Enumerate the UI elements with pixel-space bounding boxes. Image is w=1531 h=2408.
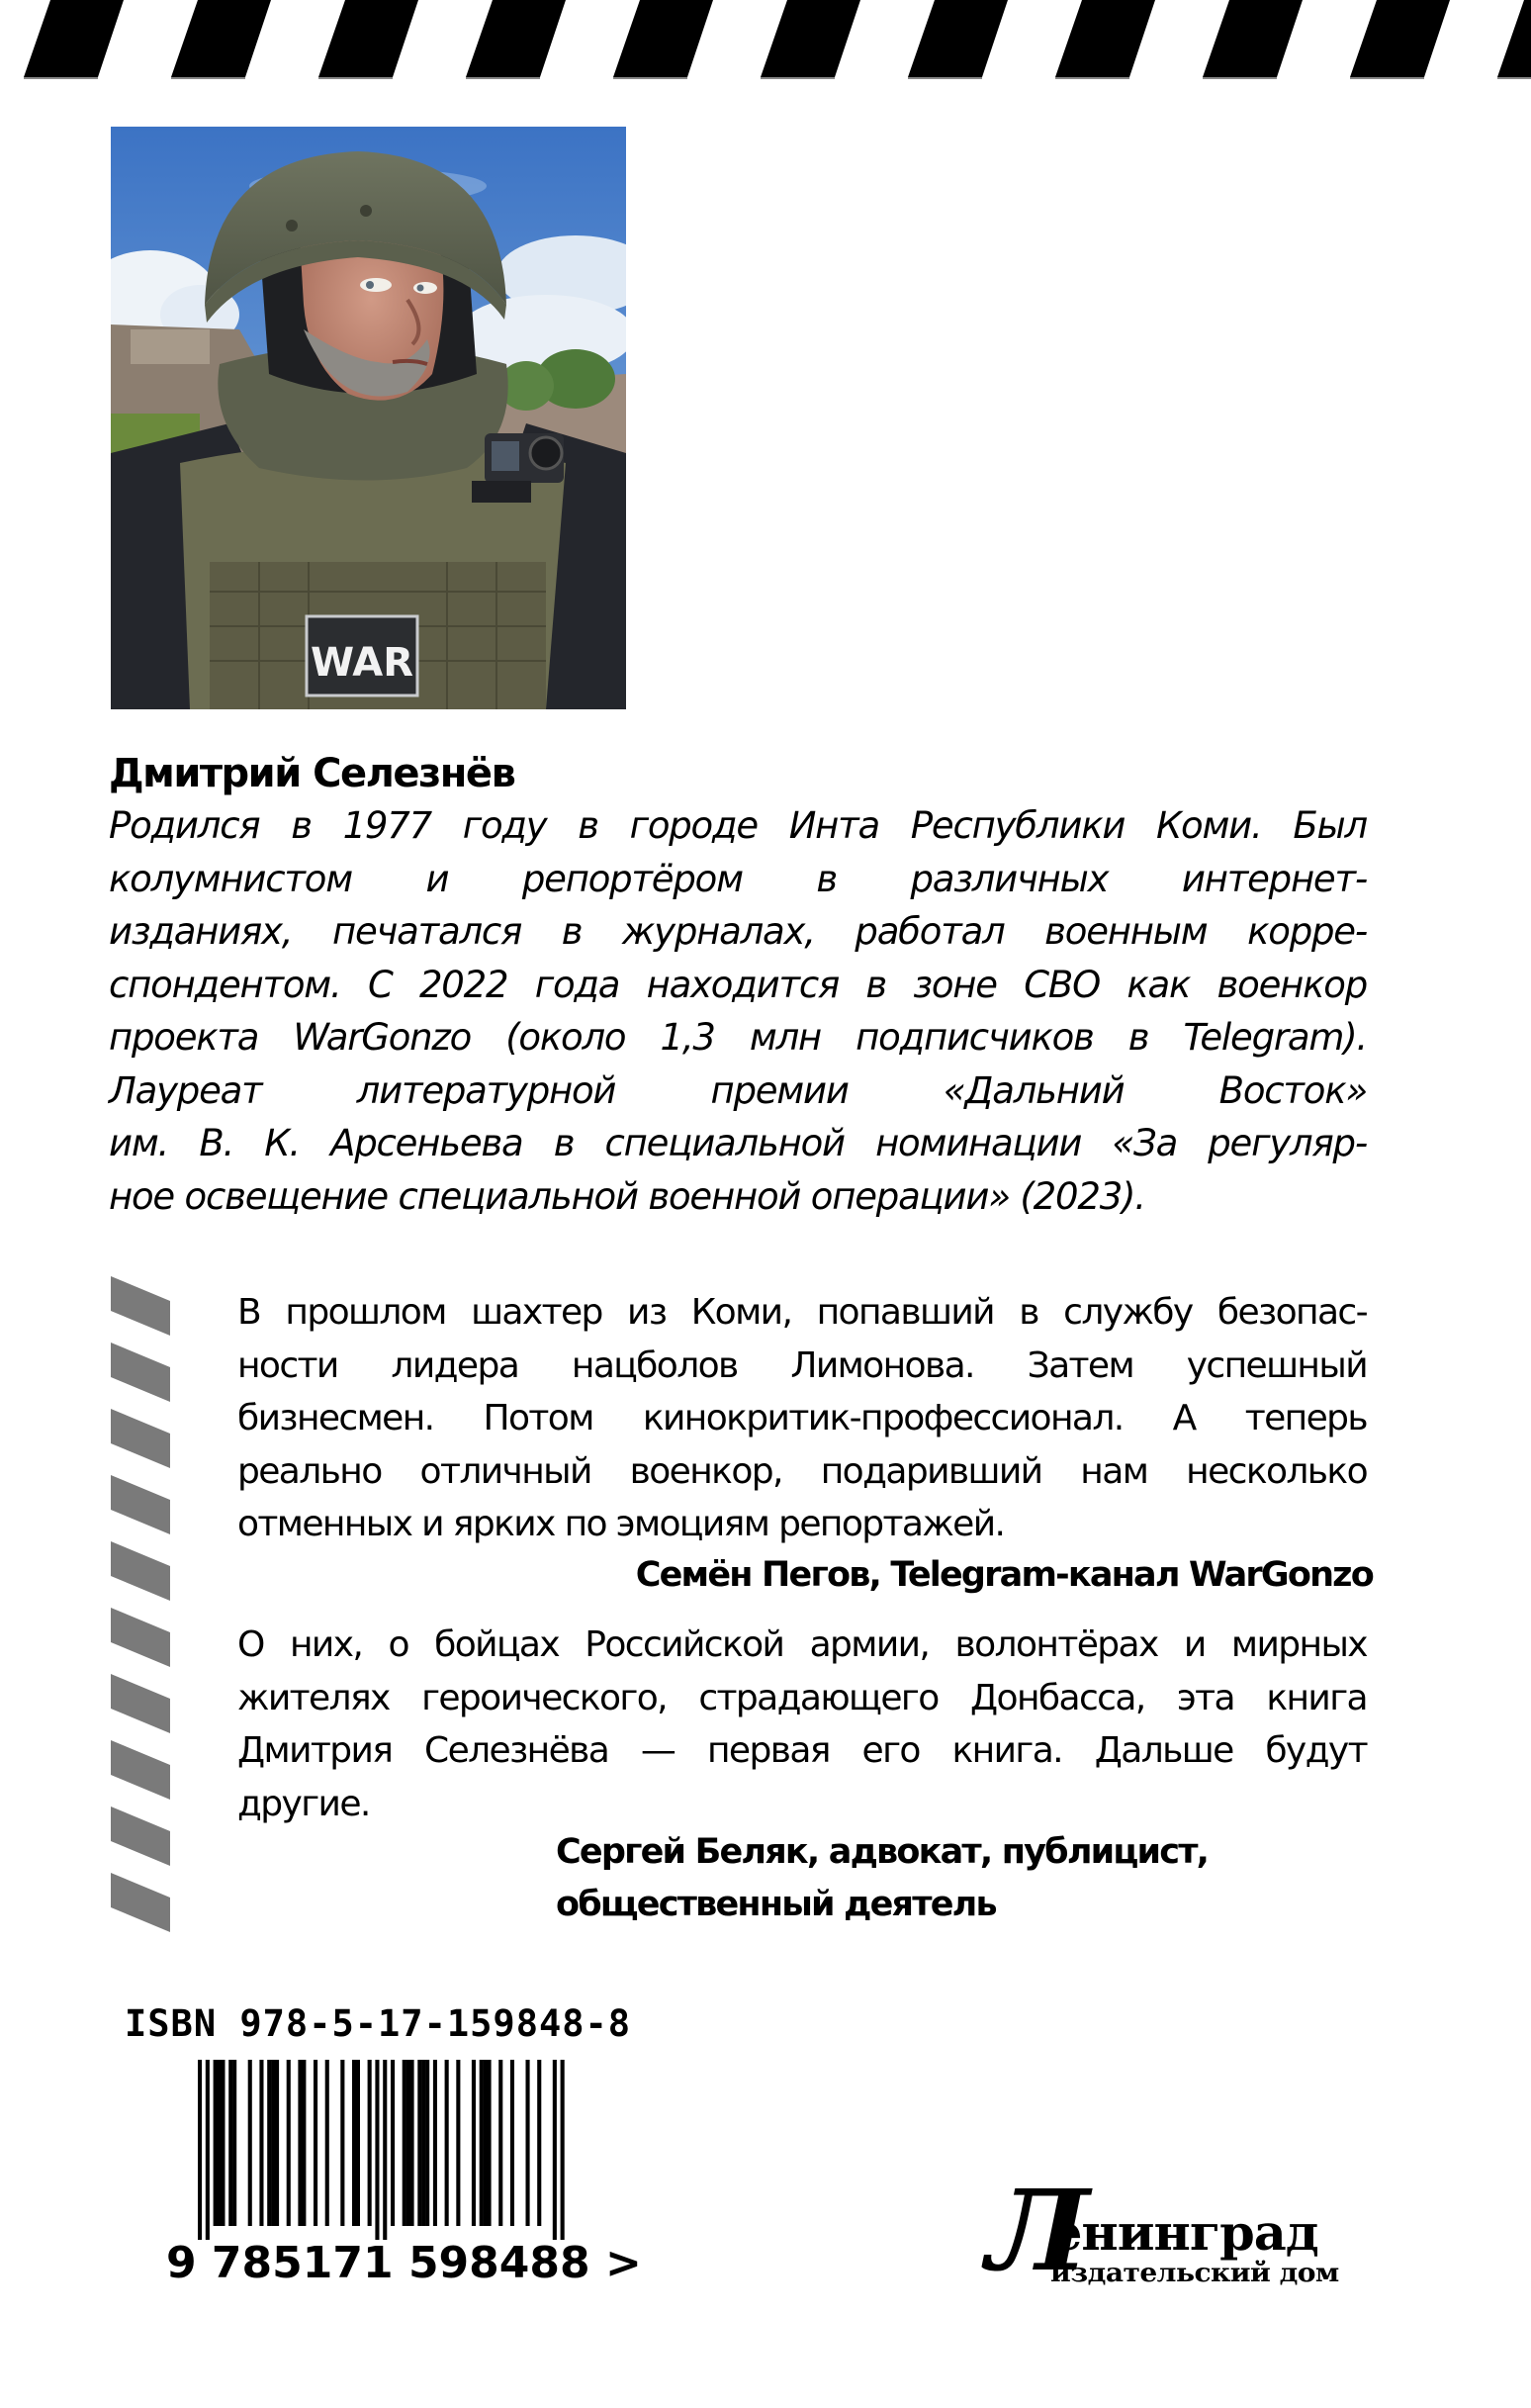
author-name: Дмитрий Селезнёв bbox=[109, 751, 515, 796]
quote-line: другие. bbox=[237, 1783, 370, 1824]
bio-line: колумнистом и репортёром в различных интернет- bbox=[109, 857, 1367, 900]
author-photo bbox=[111, 127, 626, 709]
logo-wordmark: енинград bbox=[1050, 2203, 1318, 2262]
barcode-digits: 9 785171 598488 > bbox=[166, 2238, 642, 2288]
logo-subtitle: издательский дом bbox=[1050, 2259, 1339, 2288]
bio-line: Родился в 1977 году в городе Инта Республики Коми. Был bbox=[109, 804, 1367, 847]
bio-line: Лауреат литературной премии «Дальний Восток» bbox=[109, 1068, 1367, 1112]
ean13-barcode bbox=[198, 2060, 593, 2242]
author-bio bbox=[109, 799, 1367, 1223]
quote-line: реально отличный военкор, подаривший нам несколько bbox=[237, 1450, 1367, 1492]
quote-line: Дмитрия Селезнёва — первая его книга. Дальше будут bbox=[237, 1730, 1367, 1771]
bio-line: им. В. К. Арсеньева в специальной номинации «За регуляр- bbox=[109, 1122, 1367, 1164]
quote-2-attribution bbox=[556, 1826, 1208, 1931]
isbn-label: ISBN 978-5-17-159848-8 bbox=[125, 2002, 632, 2045]
quote-line: В прошлом шахтер из Коми, попавший в службу безопас- bbox=[237, 1292, 1367, 1333]
quote-line: ности лидера нацболов Лимонова. Затем успешный bbox=[237, 1344, 1367, 1386]
war-patch-text: WAR bbox=[310, 640, 414, 686]
logo-initial: Л bbox=[986, 2167, 1090, 2296]
publisher-logo bbox=[986, 2167, 1365, 2296]
bio-line: изданиях, печатался в журналах, работал военным корре- bbox=[109, 910, 1367, 953]
attribution-line: Сергей Беляк, адвокат, публицист, bbox=[556, 1832, 1209, 1872]
review-quote-1 bbox=[237, 1286, 1367, 1551]
top-stripes-decoration bbox=[0, 0, 1531, 81]
review-quote-2 bbox=[237, 1619, 1367, 1830]
bio-line: проекта WarGonzo (около 1,3 млн подписчиков в Telegram). bbox=[109, 1016, 1367, 1059]
quote-line: жителях героического, страдающего Донбасса, эта книга bbox=[237, 1677, 1367, 1718]
attribution-line: общественный деятель bbox=[556, 1885, 996, 1924]
bio-line: ное освещение специальной военной операции» (2023). bbox=[109, 1174, 1145, 1218]
bio-line: спондентом. С 2022 года находится в зоне СВО как военкор bbox=[109, 963, 1367, 1006]
quote-1-attribution: Семён Пегов, Telegram-канал WarGonzo bbox=[635, 1555, 1373, 1595]
side-stripes-decoration bbox=[111, 1276, 172, 1949]
quote-line: бизнесмен. Потом кинокритик-профессионал. А теперь bbox=[237, 1398, 1367, 1438]
quote-line: О них, о бойцах Российской армии, волонтёрах и мирных bbox=[237, 1624, 1367, 1665]
quote-line: отменных и ярких по эмоциям репортажей. bbox=[237, 1504, 1005, 1544]
